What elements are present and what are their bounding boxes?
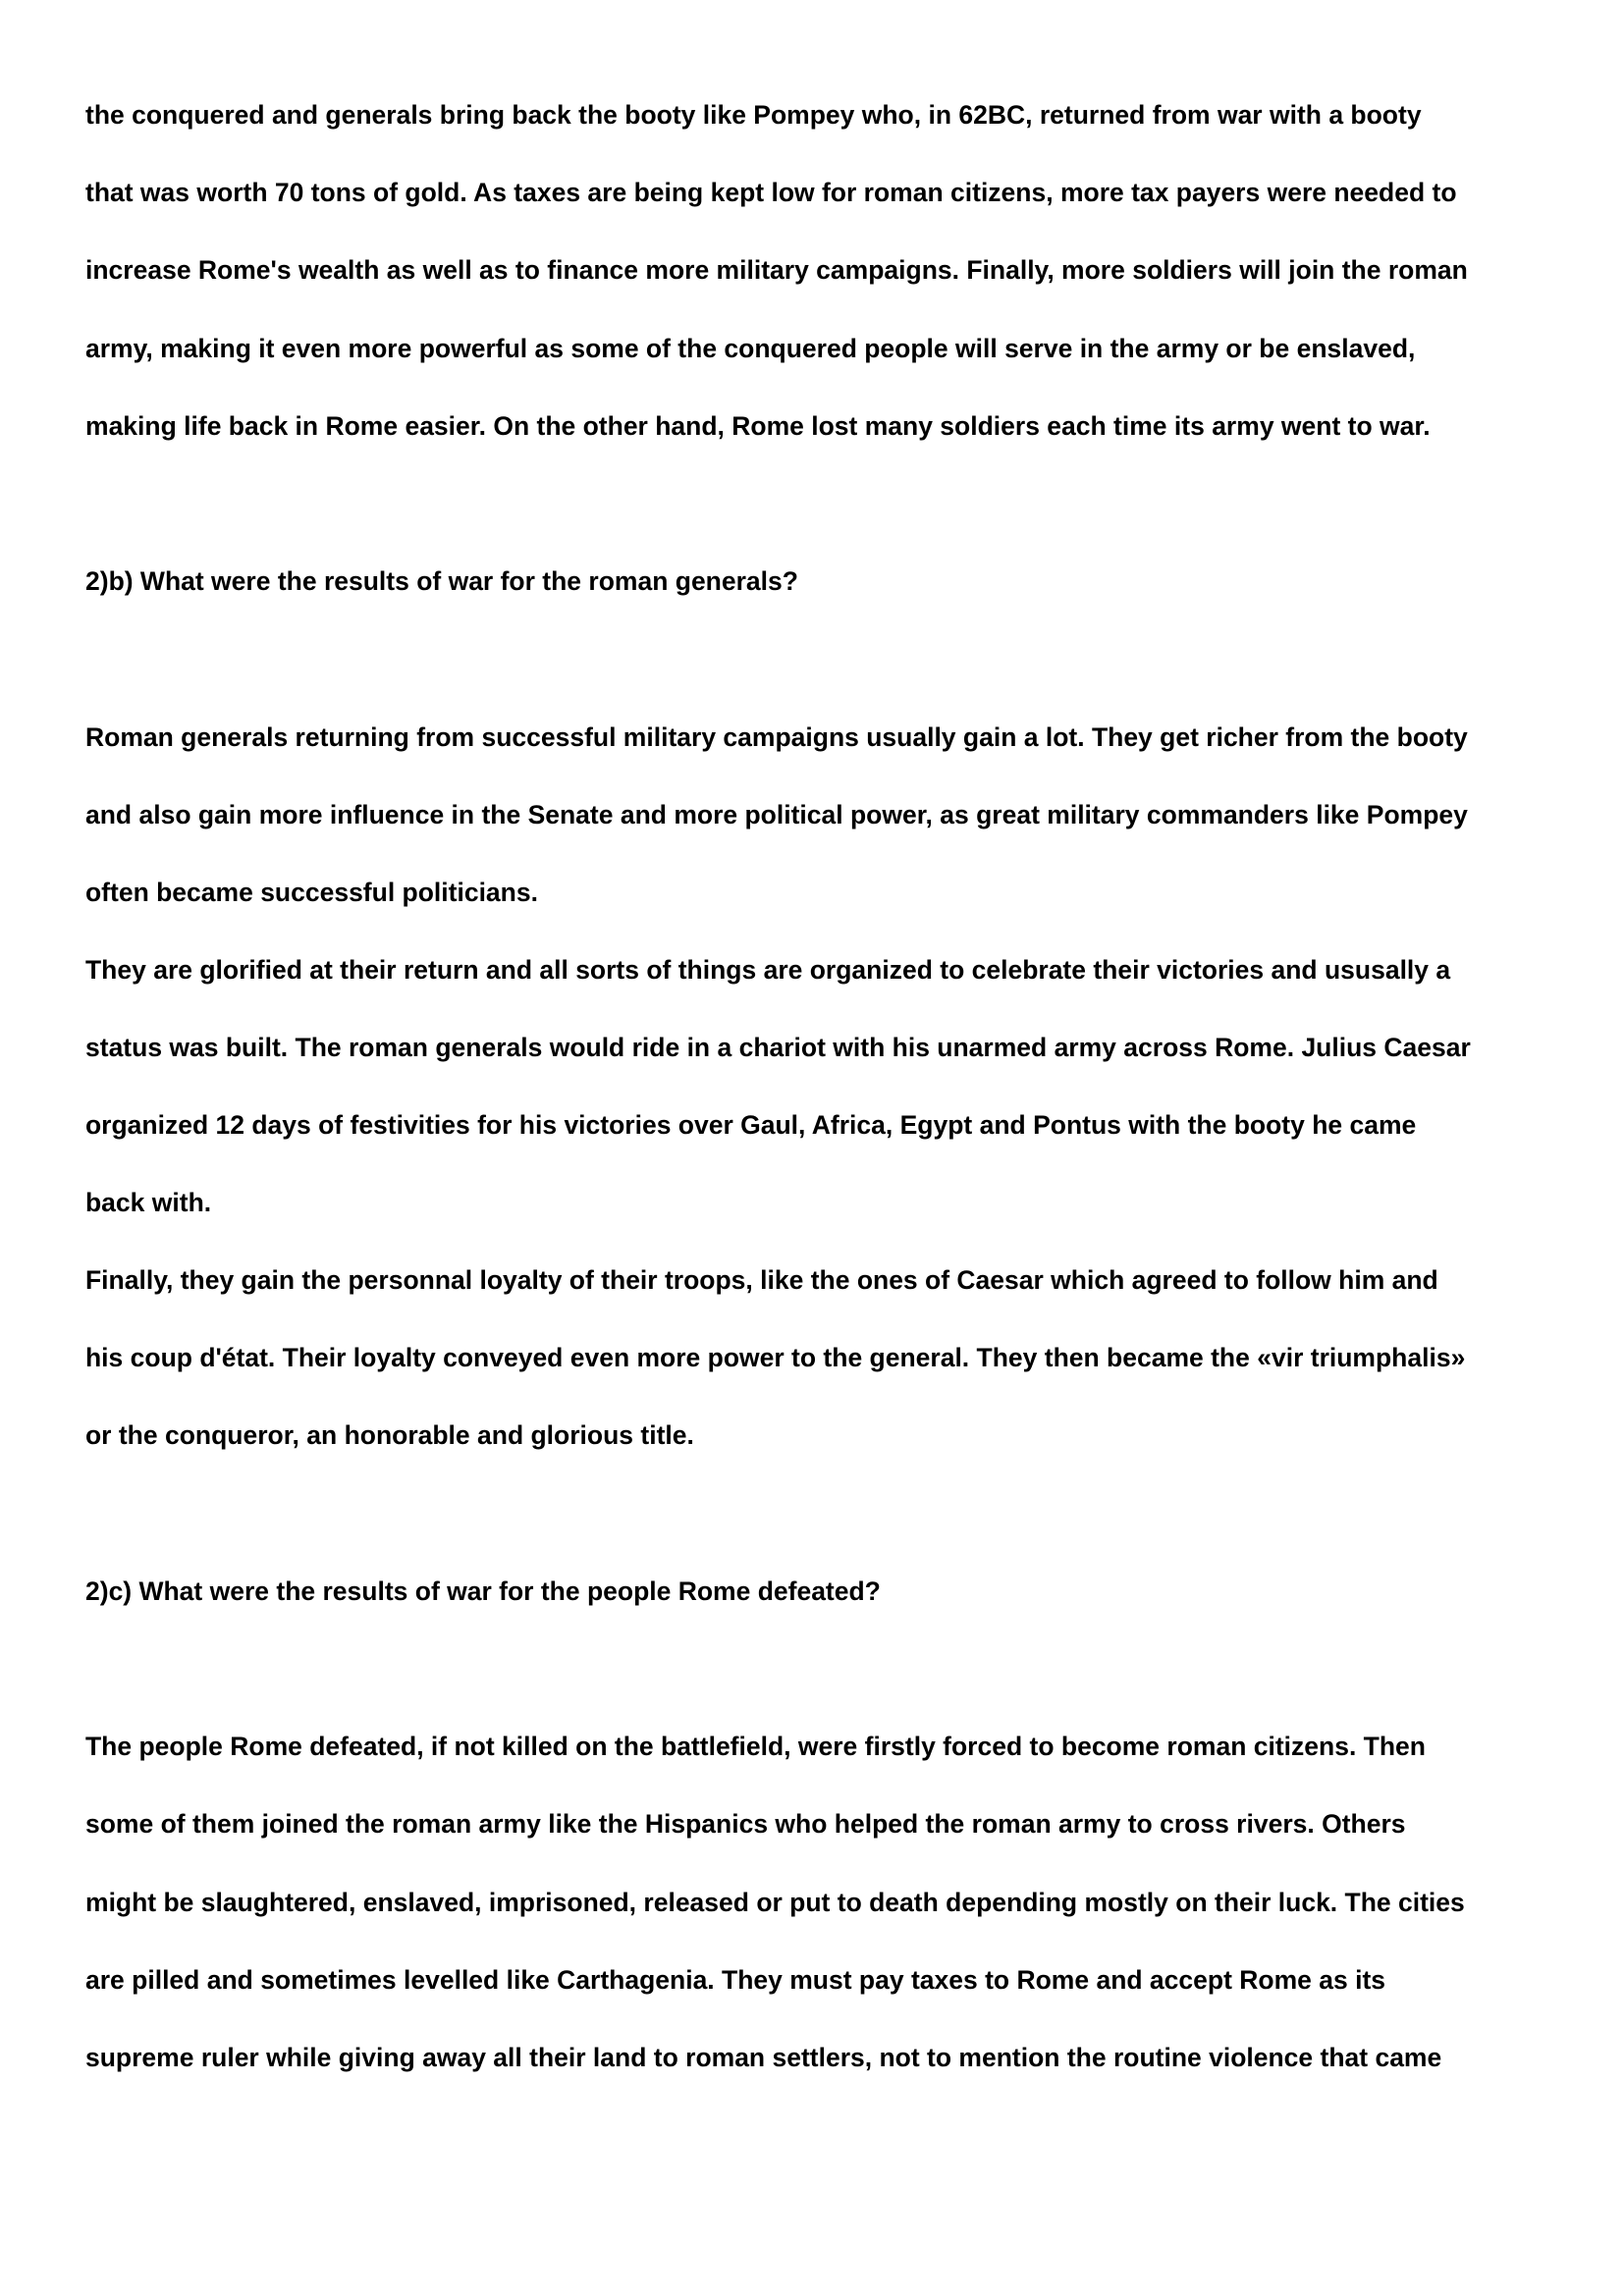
text-line: Finally, they gain the personnal loyalty of their troops, like the ones of Caesar which agreed to follow him and — [85, 1265, 1438, 1295]
text-line: army, making it even more powerful as some of the conquered people will serve in the army or be enslaved, — [85, 334, 1416, 363]
text-line: and also gain more influence in the Senate and more political power, as great military commanders like Pompey — [85, 800, 1468, 829]
question-heading-2c: 2)c) What were the results of war for the people Rome defeated? — [85, 1576, 881, 1606]
text-line: back with. — [85, 1188, 212, 1217]
text-line: organized 12 days of festivities for his victories over Gaul, Africa, Egypt and Pontus with the booty he came — [85, 1110, 1417, 1140]
text-line: Roman generals returning from successful military campaigns usually gain a lot. They get richer from the booty — [85, 722, 1468, 752]
text-line: might be slaughtered, enslaved, imprisoned, released or put to death depending mostly on their luck. The cities — [85, 1888, 1465, 1917]
text-line: supreme ruler while giving away all their land to roman settlers, not to mention the routine violence that came — [85, 2043, 1442, 2072]
text-line: The people Rome defeated, if not killed on the battlefield, were firstly forced to become roman citizens. Then — [85, 1732, 1426, 1761]
text-line: are pilled and sometimes levelled like Carthagenia. They must pay taxes to Rome and accept Rome as its — [85, 1965, 1386, 1995]
text-line: increase Rome's wealth as well as to finance more military campaigns. Finally, more soldiers will join the roman — [85, 255, 1468, 285]
text-line: often became successful politicians. — [85, 878, 538, 907]
text-line: his coup d'état. Their loyalty conveyed even more power to the general. They then became the «vir triumphalis» — [85, 1343, 1466, 1372]
text-line: the conquered and generals bring back the booty like Pompey who, in 62BC, returned from war with a booty — [85, 100, 1422, 130]
text-line: status was built. The roman generals would ride in a chariot with his unarmed army across Rome. Julius Caesar — [85, 1033, 1471, 1062]
text-line: They are glorified at their return and all sorts of things are organized to celebrate their victories and ususally a — [85, 955, 1451, 985]
text-line: that was worth 70 tons of gold. As taxes are being kept low for roman citizens, more tax payers were needed to — [85, 178, 1457, 207]
question-heading-2b: 2)b) What were the results of war for the roman generals? — [85, 566, 798, 596]
text-line: some of them joined the roman army like the Hispanics who helped the roman army to cross rivers. Others — [85, 1809, 1406, 1839]
text-line: or the conqueror, an honorable and glorious title. — [85, 1420, 694, 1450]
text-line: making life back in Rome easier. On the other hand, Rome lost many soldiers each time its army went to war. — [85, 411, 1431, 441]
